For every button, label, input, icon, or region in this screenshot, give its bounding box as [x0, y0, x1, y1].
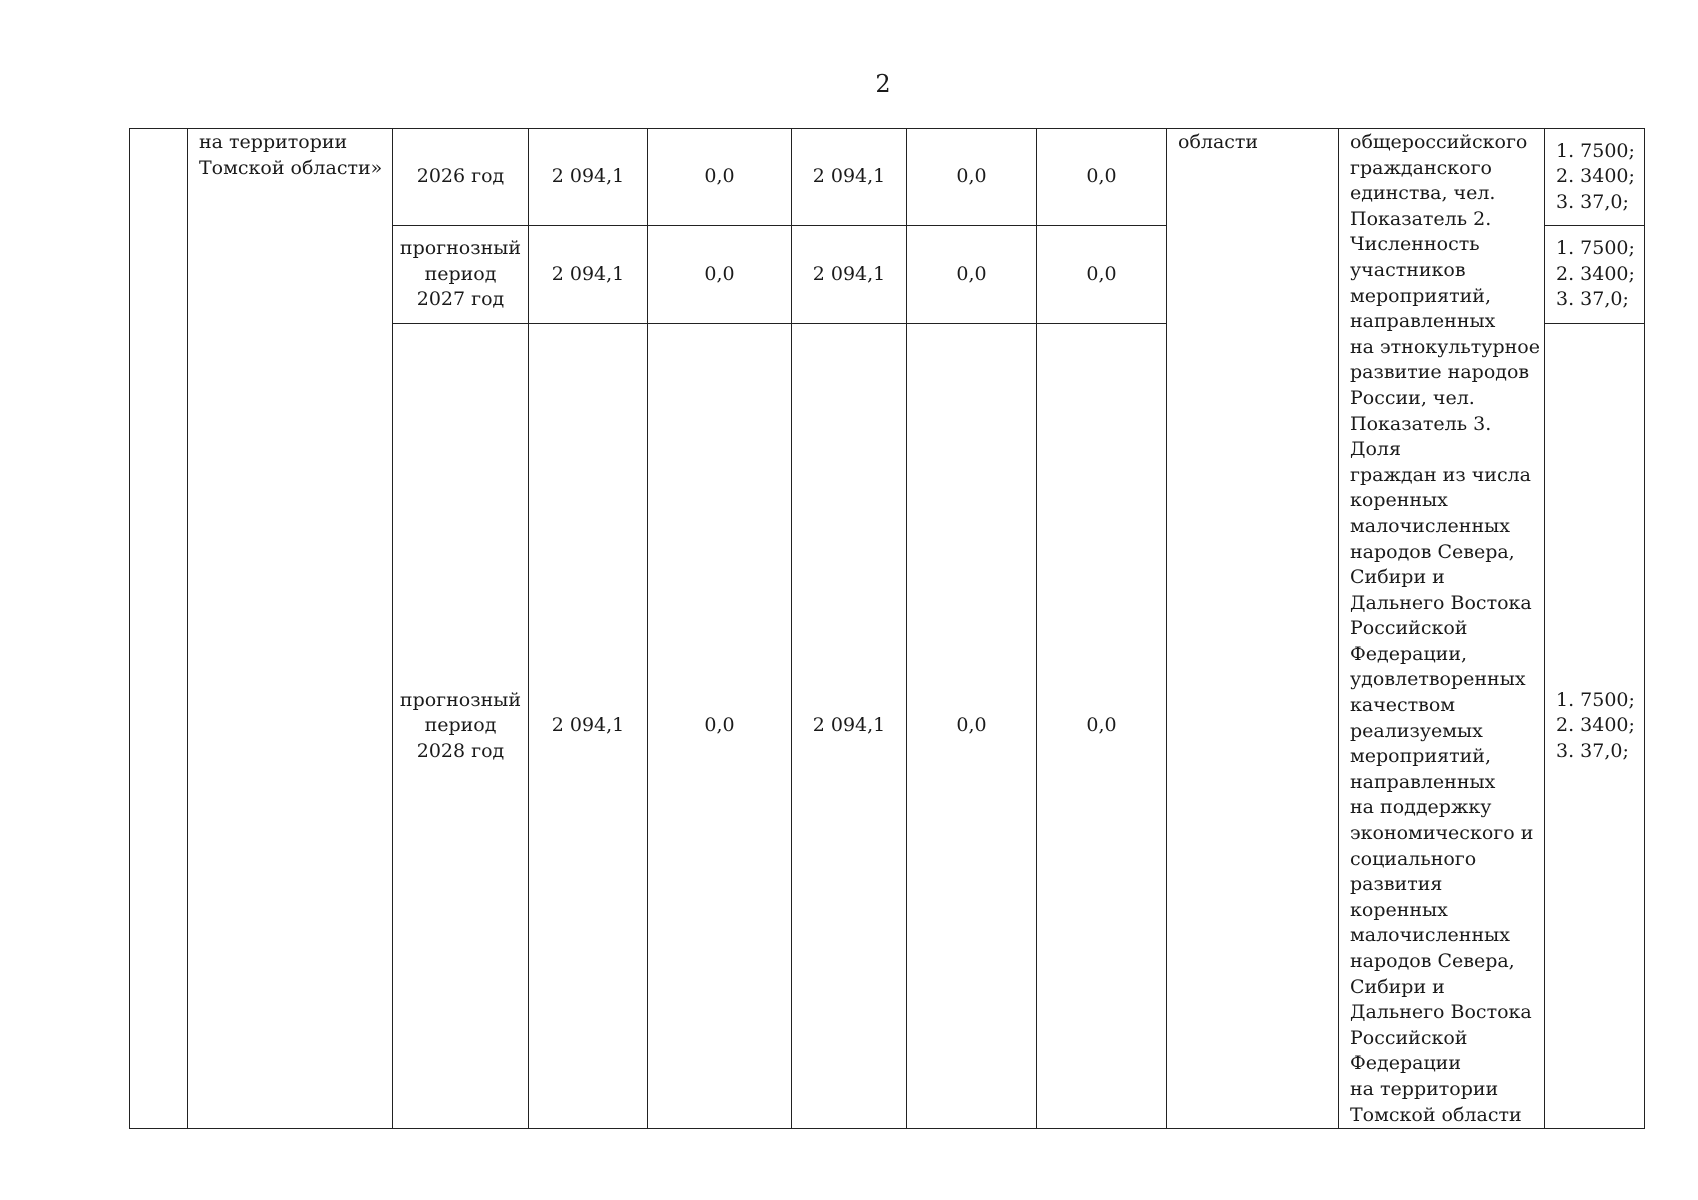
regional-funding-cell: 2 094,1	[792, 225, 907, 323]
program-finance-table	[129, 128, 1645, 1129]
federal-funding-cell: 0,0	[648, 129, 792, 226]
regional-funding-cell: 2 094,1	[792, 323, 907, 1128]
total-funding-cell: 2 094,1	[529, 323, 648, 1128]
federal-funding-cell: 0,0	[648, 323, 792, 1128]
federal-funding-cell: 0,0	[648, 225, 792, 323]
indicators-cell: общероссийского гражданского единства, чел. Показатель 2. Численность участников мероприятий, направленных на этнокультурное развитие народов России, чел. Показатель 3. Доля граждан из числа коренных малочисленных народов Севера, Сибири и Дальнего Востока Российской Федерации, удовлетворенных качеством реализуемых мероприятий, направленных на поддержку экономического и социального развития коренных малочисленных народов Севера, Сибири и Дальнего Востока Российской Федерации на территории Томской области	[1339, 129, 1545, 1129]
period-cell: прогнозный период 2028 год	[393, 323, 529, 1128]
program-name-cell: на территории Томской области»	[188, 129, 393, 1129]
regional-funding-cell: 2 094,1	[792, 129, 907, 226]
total-funding-cell: 2 094,1	[529, 129, 648, 226]
local-funding-cell: 0,0	[907, 225, 1037, 323]
local-funding-cell: 0,0	[907, 323, 1037, 1128]
executor-cell: области	[1167, 129, 1339, 1129]
target-values-cell: 1. 7500; 2. 3400; 3. 37,0;	[1545, 129, 1645, 226]
period-cell: 2026 год	[393, 129, 529, 226]
period-cell: прогнозный период 2027 год	[393, 225, 529, 323]
total-funding-cell: 2 094,1	[529, 225, 648, 323]
target-values-cell: 1. 7500; 2. 3400; 3. 37,0;	[1545, 323, 1645, 1128]
other-funding-cell: 0,0	[1037, 129, 1167, 226]
local-funding-cell: 0,0	[907, 129, 1037, 226]
target-values-cell: 1. 7500; 2. 3400; 3. 37,0;	[1545, 225, 1645, 323]
other-funding-cell: 0,0	[1037, 323, 1167, 1128]
other-funding-cell: 0,0	[1037, 225, 1167, 323]
table-row	[130, 129, 1645, 226]
row-number-cell	[130, 129, 188, 1129]
page-number: 2	[875, 70, 891, 98]
